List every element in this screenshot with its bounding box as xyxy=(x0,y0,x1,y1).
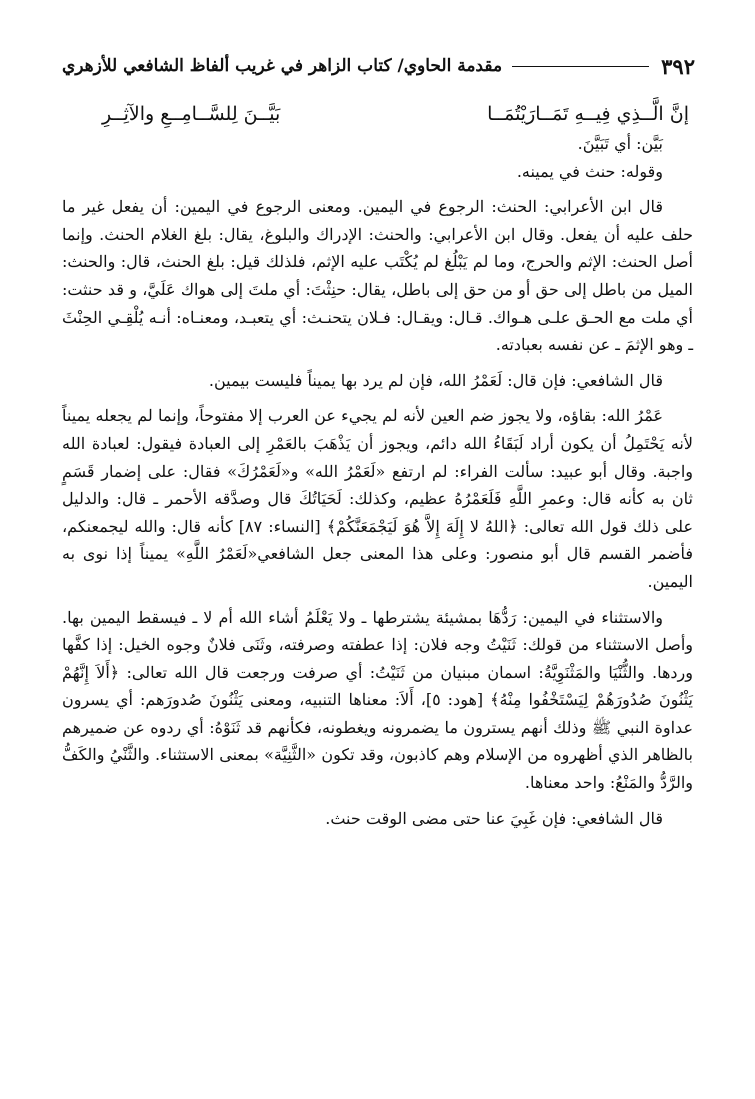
paragraph-7: قال الشافعي: فإن غَبِيَ عنا حتى مضى الوقت حنث. xyxy=(325,808,663,828)
poetry-verse xyxy=(62,98,693,130)
page-number: ٣٩٢ xyxy=(661,53,695,79)
paragraph-5: عَمْرُ الله: بقاؤه، ولا يجوز ضم العين لأنه لم يجيء عن العرب إلا مفتوحاً، وإنما لم يجعله يميناً لأنه يَحْتَمِلُ أن يكون أراد لَبَقَاءُ الله دائم، ويجوز أن يَذْهَبَ بالعَمْرِ إلى العبادة فيقول: لعبادة الله واجبة. وقال أبو عبيد: سألت الفراء: لم ارتفع «لَعَمْرُ الله» و«لَعَمْرُكَ» فقال: على إضمار قَسَمٍ ثان به كأنه قال: وعمرِ اللَّهِ فَلَعَمْرُهُ عظيم، وكذلك: لَحَيَاتُكَ قال وصدَّقه الأحمر ـ قال: والدليل على ذلك قول الله تعالى: ﴿اللهُ لا إِلَهَ إِلاَّ هُوَ لَيَجْمَعَنَّكُمْ﴾ [النساء: ٨٧] كأنه قال: والله ليجمعنكم، فأضمر القسم قال أبو منصور: وعلى هذا المعنى جعل الشافعي«لَعَمْرُ اللَّهِ» يميناً إذا نوى به اليمين. xyxy=(62,406,693,591)
paragraph-2: وقوله: حنث في يمينه. xyxy=(516,161,663,181)
header-rule xyxy=(512,66,649,67)
verse-right-hemistich: إنَّ الَّــذِي فِيــهِ تَمَــارَيْتُمَــا xyxy=(487,103,689,125)
running-title: مقدمة الحاوي/ كتاب الزاهر في غريب ألفاظ الشافعي للأزهري xyxy=(62,56,503,76)
verse-left-hemistich: بَيَّــنَ لِلسَّــامِــعِ والآثِــرِ xyxy=(102,103,281,125)
paragraph-3: قال ابن الأعرابي: الحنث: الرجوع في اليمين. ومعنى الرجوع في اليمين: أن يفعل غير ما حلف عليه أن يفعل. وقال ابن الأعرابي: والحنث: الإدراك والبلوغ، يقال: بلغ الغلام الحنث. وإنما أصل الحنث: الإثم والحرج، وما لم يَبْلُغ لم يُكْتَب عليه الإثم، فلذلك قيل: بلغ الحنث، قال: والحنث: الميل من باطل إلى حق أو من حق إلى باطل، يقال: حنِثْتَ: أي ملتَ إلى هواك عَلَيَّ، و قد حنثت: أي ملت مع الحـق علـى هـواك. قـال: ويقـال: فـلان يتحنـث: أي يتعبـد، ومعنـاه: أنـه يُلْقِـي الحِنْثَ ـ وهو الإثمَ ـ عن نفسه بعبادته. xyxy=(62,197,693,355)
paragraph-4: قال الشافعي: فإن قال: لَعَمْرُ الله، فإن لم يرد بها يميناً فليست بيمين. xyxy=(208,370,663,390)
paragraph-6: والاستثناء في اليمين: رَدُّهَا بمشيئة يشترطها ـ ولا يَعْلَمُ أشاء الله أم لا ـ فيسقط اليمين بها. وأصل الاستثناء من قولك: ثَنَيْتُ وجه فلان: إذا عطفته وصرفته، وثَنَى فلانٌ وجوه الخيل: إذا كفَّها وردها. والثُّنْيَا والمَثْنَوِيَّةُ: اسمان مبنيان من ثَنَيْتُ: أي صرفت ورجعت قال الله تعالى: ﴿أَلاَ إِنَّهُمْ يَثْنُونَ صُدُورَهُمْ لِيَسْتَخْفُوا مِنْهُ﴾ [هود: ٥]، أَلاَ: معناها التنبيه، ومعنى يَثْنُونَ صُدورَهم: أي يسرون عداوة النبي ﷺ وذلك أنهم يسترون ما يضمرونه ويغطونه، فكأنهم قد ثَنَوْهُ: أي ردوه عن ضميرهم بالظاهر الذي أظهروه من الإسلام وهم كاذبون، وقد تكون «الثَّنِيَّة» بمعنى الاستثناء. والثَّنْيُ والكَفُّ والرَّدُّ والمَنْعُ: واحد معناها. xyxy=(62,607,694,793)
paragraph-1: بَيَّن: أي تَبَيَّنَ. xyxy=(577,134,663,153)
page-body xyxy=(62,98,693,840)
page-header xyxy=(62,46,695,86)
